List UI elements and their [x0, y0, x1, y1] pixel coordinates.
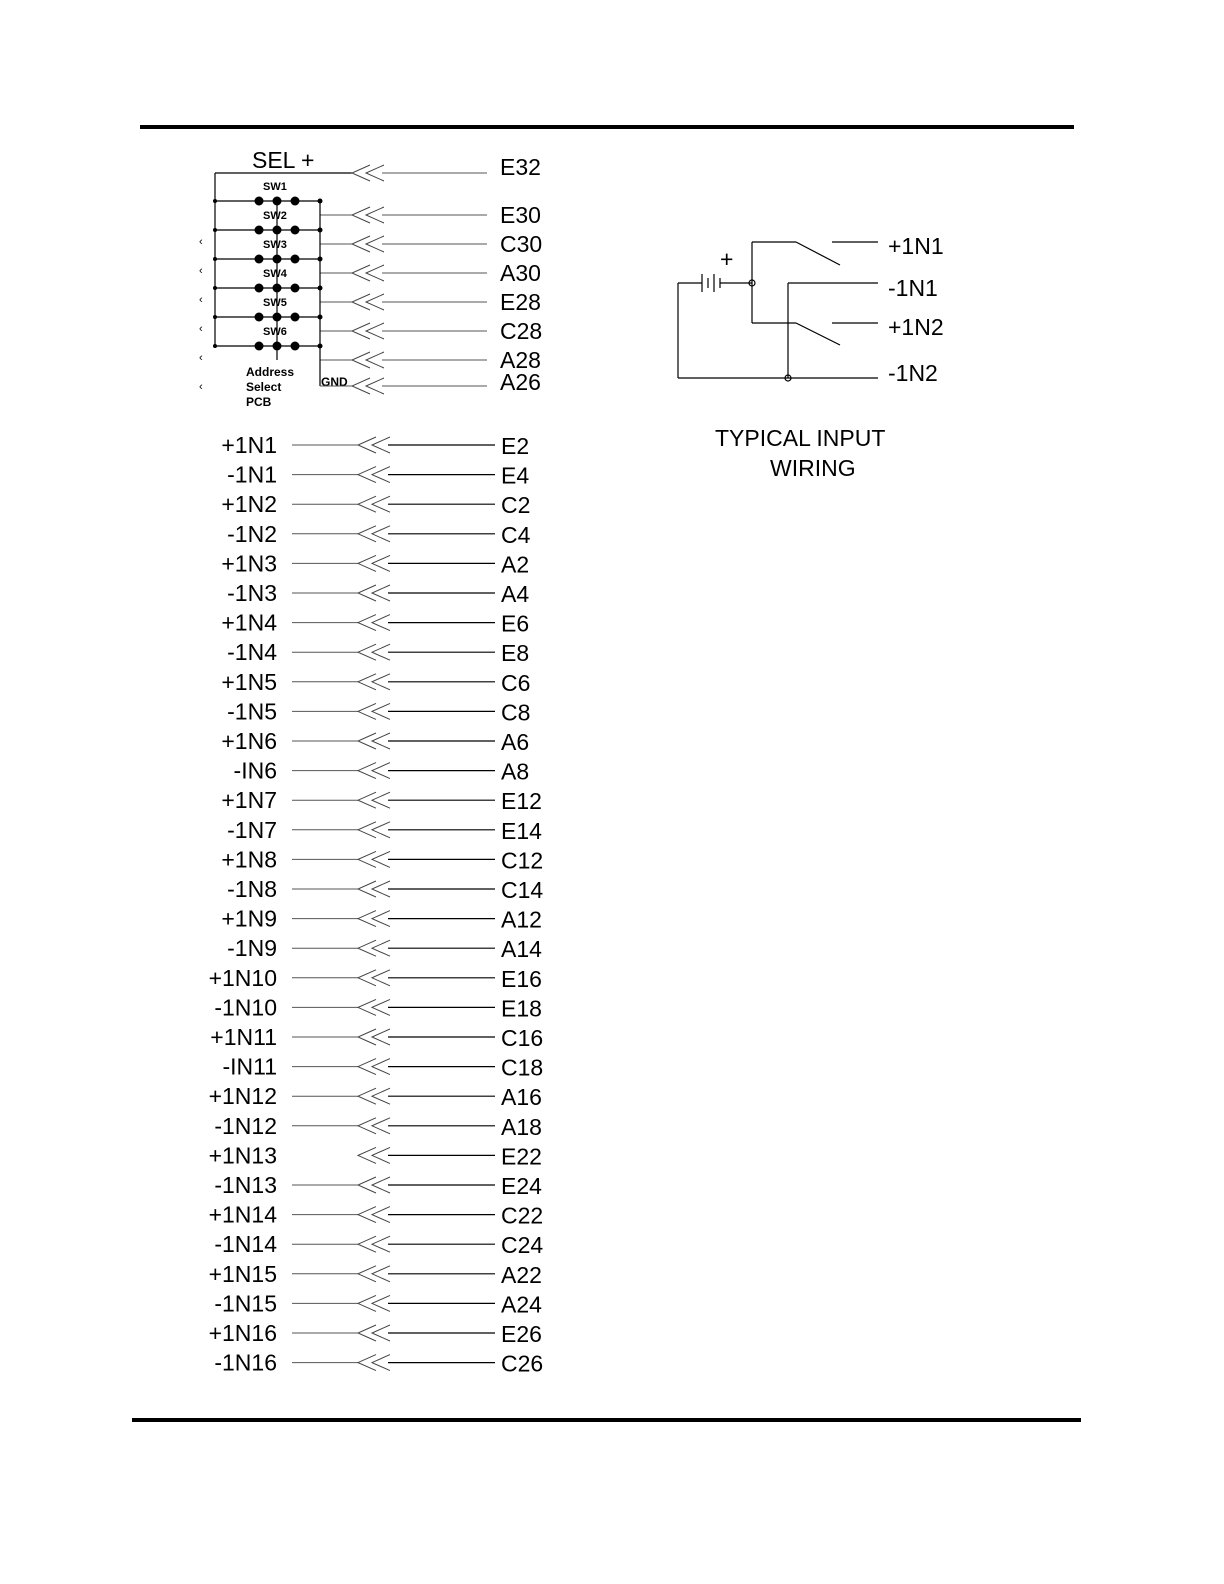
input-pin-label: E6 — [501, 610, 530, 637]
switch-network — [199, 165, 542, 394]
battery-plus-sign: + — [720, 246, 734, 272]
input-signal-label: -1N14 — [214, 1231, 277, 1258]
connector-chevron — [358, 615, 390, 631]
connector-chevron — [358, 851, 390, 867]
input-pin-label: A16 — [501, 1084, 542, 1111]
terminal-label-3: +1N2 — [888, 314, 944, 340]
input-pin-label: A4 — [501, 581, 530, 607]
input-pin-label: C8 — [501, 699, 531, 726]
input-signal-label: +1N16 — [208, 1320, 277, 1346]
input-row — [227, 817, 542, 844]
input-pin-label: E26 — [501, 1321, 542, 1347]
edge-mark: ‹ — [199, 323, 203, 335]
input-signal-label: +1N1 — [221, 432, 277, 458]
connector-chevron — [358, 1236, 390, 1252]
pcb-label-line-3: PCB — [246, 395, 272, 409]
input-signal-label: -1N9 — [227, 935, 277, 962]
input-pin-label: C4 — [501, 521, 531, 548]
caption-line-2: WIRING — [770, 455, 856, 481]
input-pin-label: C16 — [501, 1025, 544, 1051]
gnd-pin-label: A26 — [500, 369, 541, 395]
input-pin-label: A8 — [501, 758, 530, 785]
input-row — [221, 491, 530, 518]
input-pin-label: C2 — [501, 492, 531, 519]
input-row — [221, 906, 542, 933]
input-signal-label: +1N9 — [221, 905, 277, 932]
switch-pin-label: C28 — [500, 318, 543, 344]
input-pin-label: E2 — [501, 433, 530, 459]
input-pin-label: C24 — [501, 1232, 544, 1259]
input-signal-label: -1N1 — [227, 461, 277, 488]
input-row — [221, 669, 530, 696]
input-pin-label: E18 — [501, 995, 542, 1022]
switch-contact-dot — [291, 226, 300, 235]
edge-mark: ‹ — [199, 381, 203, 393]
switch-contact-dot — [255, 342, 264, 351]
switch-contact-dot — [255, 197, 264, 206]
switch-contact-2 — [796, 323, 840, 345]
connector-chevron — [358, 1059, 390, 1075]
switch-pin-label: A30 — [500, 260, 541, 286]
input-row — [209, 965, 542, 992]
input-signal-label: -1N16 — [214, 1349, 277, 1376]
input-signal-label: +1N15 — [208, 1260, 277, 1287]
input-row — [214, 1172, 542, 1199]
input-pin-label: C18 — [501, 1054, 544, 1081]
input-row — [209, 1142, 542, 1169]
switch-label: SW4 — [263, 268, 287, 280]
input-signal-label: -1N13 — [214, 1172, 277, 1198]
input-pin-label: A12 — [501, 906, 542, 933]
input-row — [227, 462, 529, 489]
terminal-label-2: -1N1 — [888, 275, 938, 301]
input-row — [214, 1231, 543, 1258]
connector-chevron — [358, 585, 390, 601]
switch-contact-dot — [255, 313, 264, 322]
connector-chevron — [358, 1355, 390, 1371]
connector-chevron — [358, 792, 390, 808]
input-signal-label: -1N7 — [227, 816, 277, 843]
switch-label: SW5 — [263, 297, 287, 309]
gnd-label: GND — [321, 375, 348, 389]
input-row — [227, 580, 529, 607]
connector-chevron — [358, 437, 390, 453]
input-row — [221, 550, 529, 577]
input-pin-label: A6 — [501, 729, 530, 755]
connector-chevron — [352, 352, 384, 368]
input-signal-label: +1N5 — [221, 668, 277, 695]
terminal-label-4: -1N2 — [888, 360, 938, 386]
caption-line-1: TYPICAL INPUT — [715, 425, 886, 451]
input-pin-label: A2 — [501, 551, 530, 578]
input-row — [221, 846, 543, 873]
switch-contact-dot — [291, 313, 300, 322]
connector-chevron — [358, 970, 390, 986]
switch-contact-dot — [255, 255, 264, 264]
connector-chevron — [358, 911, 390, 927]
input-pin-label: E22 — [501, 1143, 542, 1170]
switch-pin-label: E28 — [500, 289, 541, 315]
switch-contact-1 — [796, 242, 840, 265]
input-pin-label: A18 — [501, 1113, 542, 1140]
input-row — [221, 787, 542, 814]
connector-chevron — [358, 1147, 390, 1163]
connector-chevron — [352, 323, 384, 339]
switch-label: SW6 — [263, 326, 287, 338]
switch-label: SW3 — [263, 239, 287, 251]
input-pin-label: E14 — [501, 817, 542, 844]
connector-chevron — [358, 555, 390, 571]
switch-contact-dot — [255, 284, 264, 293]
connector-chevron — [358, 1325, 390, 1341]
input-signal-label: -IN6 — [233, 757, 277, 784]
switch-contact-dot — [291, 342, 300, 351]
input-signal-label: +1N7 — [221, 787, 277, 814]
switch-label: SW1 — [263, 181, 287, 193]
connector-chevron — [358, 940, 390, 956]
input-row — [209, 1261, 542, 1288]
edge-mark: ‹ — [199, 352, 203, 364]
input-signal-label: +1N12 — [208, 1083, 277, 1110]
input-signal-label: -1N15 — [214, 1290, 277, 1317]
input-pin-label: C26 — [501, 1350, 544, 1377]
connector-chevron — [358, 822, 390, 838]
edge-mark: ‹ — [199, 265, 203, 277]
pcb-label-line-2: Select — [246, 380, 282, 394]
connector-chevron — [352, 378, 384, 394]
input-row — [221, 610, 529, 637]
input-pin-label: E12 — [501, 788, 542, 815]
input-signal-label: +1N3 — [221, 550, 277, 577]
connector-chevron — [358, 1029, 390, 1045]
input-signal-label: +1N6 — [221, 728, 277, 754]
input-row — [227, 935, 542, 962]
connector-chevron — [358, 496, 390, 512]
input-row — [227, 698, 530, 725]
input-signal-label: +1N11 — [210, 1024, 277, 1050]
input-row — [221, 728, 529, 755]
connector-chevron — [358, 763, 390, 779]
connector-chevron — [358, 999, 390, 1015]
connector-chevron — [358, 674, 390, 690]
input-row — [227, 639, 529, 666]
input-row — [221, 432, 529, 459]
connector-chevron — [352, 165, 384, 181]
input-list — [209, 432, 544, 1377]
battery-symbol — [678, 274, 752, 292]
input-row — [209, 1083, 542, 1110]
input-signal-label: -1N2 — [227, 520, 277, 547]
connector-chevron — [358, 644, 390, 660]
connector-chevron — [352, 265, 384, 281]
switch-pin-label: C30 — [500, 231, 543, 257]
input-signal-label: -1N3 — [227, 580, 277, 606]
connector-chevron — [358, 733, 390, 749]
input-pin-label: E24 — [501, 1173, 542, 1199]
input-pin-label: E8 — [501, 640, 530, 667]
connector-chevron — [358, 1295, 390, 1311]
address-select-section — [199, 147, 542, 409]
input-row — [209, 1202, 544, 1229]
input-row — [210, 1024, 543, 1051]
input-signal-label: -1N12 — [214, 1112, 277, 1139]
input-row — [234, 758, 530, 785]
connector-chevron — [358, 1177, 390, 1193]
switch-pin-label: E30 — [500, 202, 541, 228]
input-signal-label: +1N4 — [221, 609, 277, 636]
edge-mark: ‹ — [199, 236, 203, 248]
typical-input-wiring — [678, 233, 944, 481]
input-pin-label: C12 — [501, 847, 544, 874]
connector-chevron — [358, 1207, 390, 1223]
input-signal-label: +1N2 — [221, 491, 277, 518]
connector-chevron — [358, 526, 390, 542]
input-pin-label: A14 — [501, 936, 542, 963]
input-row — [214, 994, 542, 1021]
switch-contact-dot — [291, 284, 300, 293]
input-signal-label: -1N10 — [214, 994, 277, 1021]
input-signal-label: -IN11 — [222, 1053, 277, 1080]
input-pin-label: C6 — [501, 669, 531, 696]
connector-chevron — [358, 881, 390, 897]
switch-pin-label: A28 — [500, 347, 541, 373]
input-pin-label: E16 — [501, 965, 542, 992]
input-signal-label: -1N5 — [227, 698, 277, 725]
input-row — [227, 521, 530, 548]
input-pin-label: C14 — [501, 877, 544, 903]
input-pin-label: C22 — [501, 1202, 544, 1229]
input-row — [214, 1113, 542, 1140]
connector-chevron — [358, 467, 390, 483]
edge-mark: ‹ — [199, 294, 203, 306]
connector-chevron — [352, 294, 384, 310]
terminal-label-1: +1N1 — [888, 233, 944, 259]
input-signal-label: +1N8 — [221, 846, 277, 873]
pcb-label-line-1: Address — [246, 365, 295, 379]
input-row — [214, 1350, 543, 1377]
input-signal-label: -1N8 — [227, 876, 277, 902]
input-signal-label: +1N14 — [208, 1201, 277, 1228]
input-row — [214, 1290, 542, 1317]
input-pin-label: A24 — [501, 1291, 542, 1318]
switch-label: SW2 — [263, 210, 287, 222]
switch-contact-dot — [291, 255, 300, 264]
switch-contact-dot — [291, 197, 300, 206]
sel-pin-label: E32 — [500, 154, 541, 180]
input-row — [222, 1054, 543, 1081]
input-signal-label: +1N10 — [208, 964, 277, 991]
input-row — [227, 876, 543, 903]
connector-chevron — [358, 1266, 390, 1282]
switch-contact-dot — [255, 226, 264, 235]
connector-chevron — [358, 703, 390, 719]
connector-chevron — [358, 1118, 390, 1134]
connector-chevron — [352, 236, 384, 252]
input-row — [209, 1320, 542, 1347]
input-signal-label: -1N4 — [227, 639, 277, 666]
connector-chevron — [358, 1088, 390, 1104]
sel-label: SEL + — [252, 147, 315, 173]
input-pin-label: A22 — [501, 1261, 542, 1288]
input-signal-label: +1N13 — [208, 1142, 277, 1169]
input-pin-label: E4 — [501, 462, 530, 489]
connector-chevron — [352, 207, 384, 223]
